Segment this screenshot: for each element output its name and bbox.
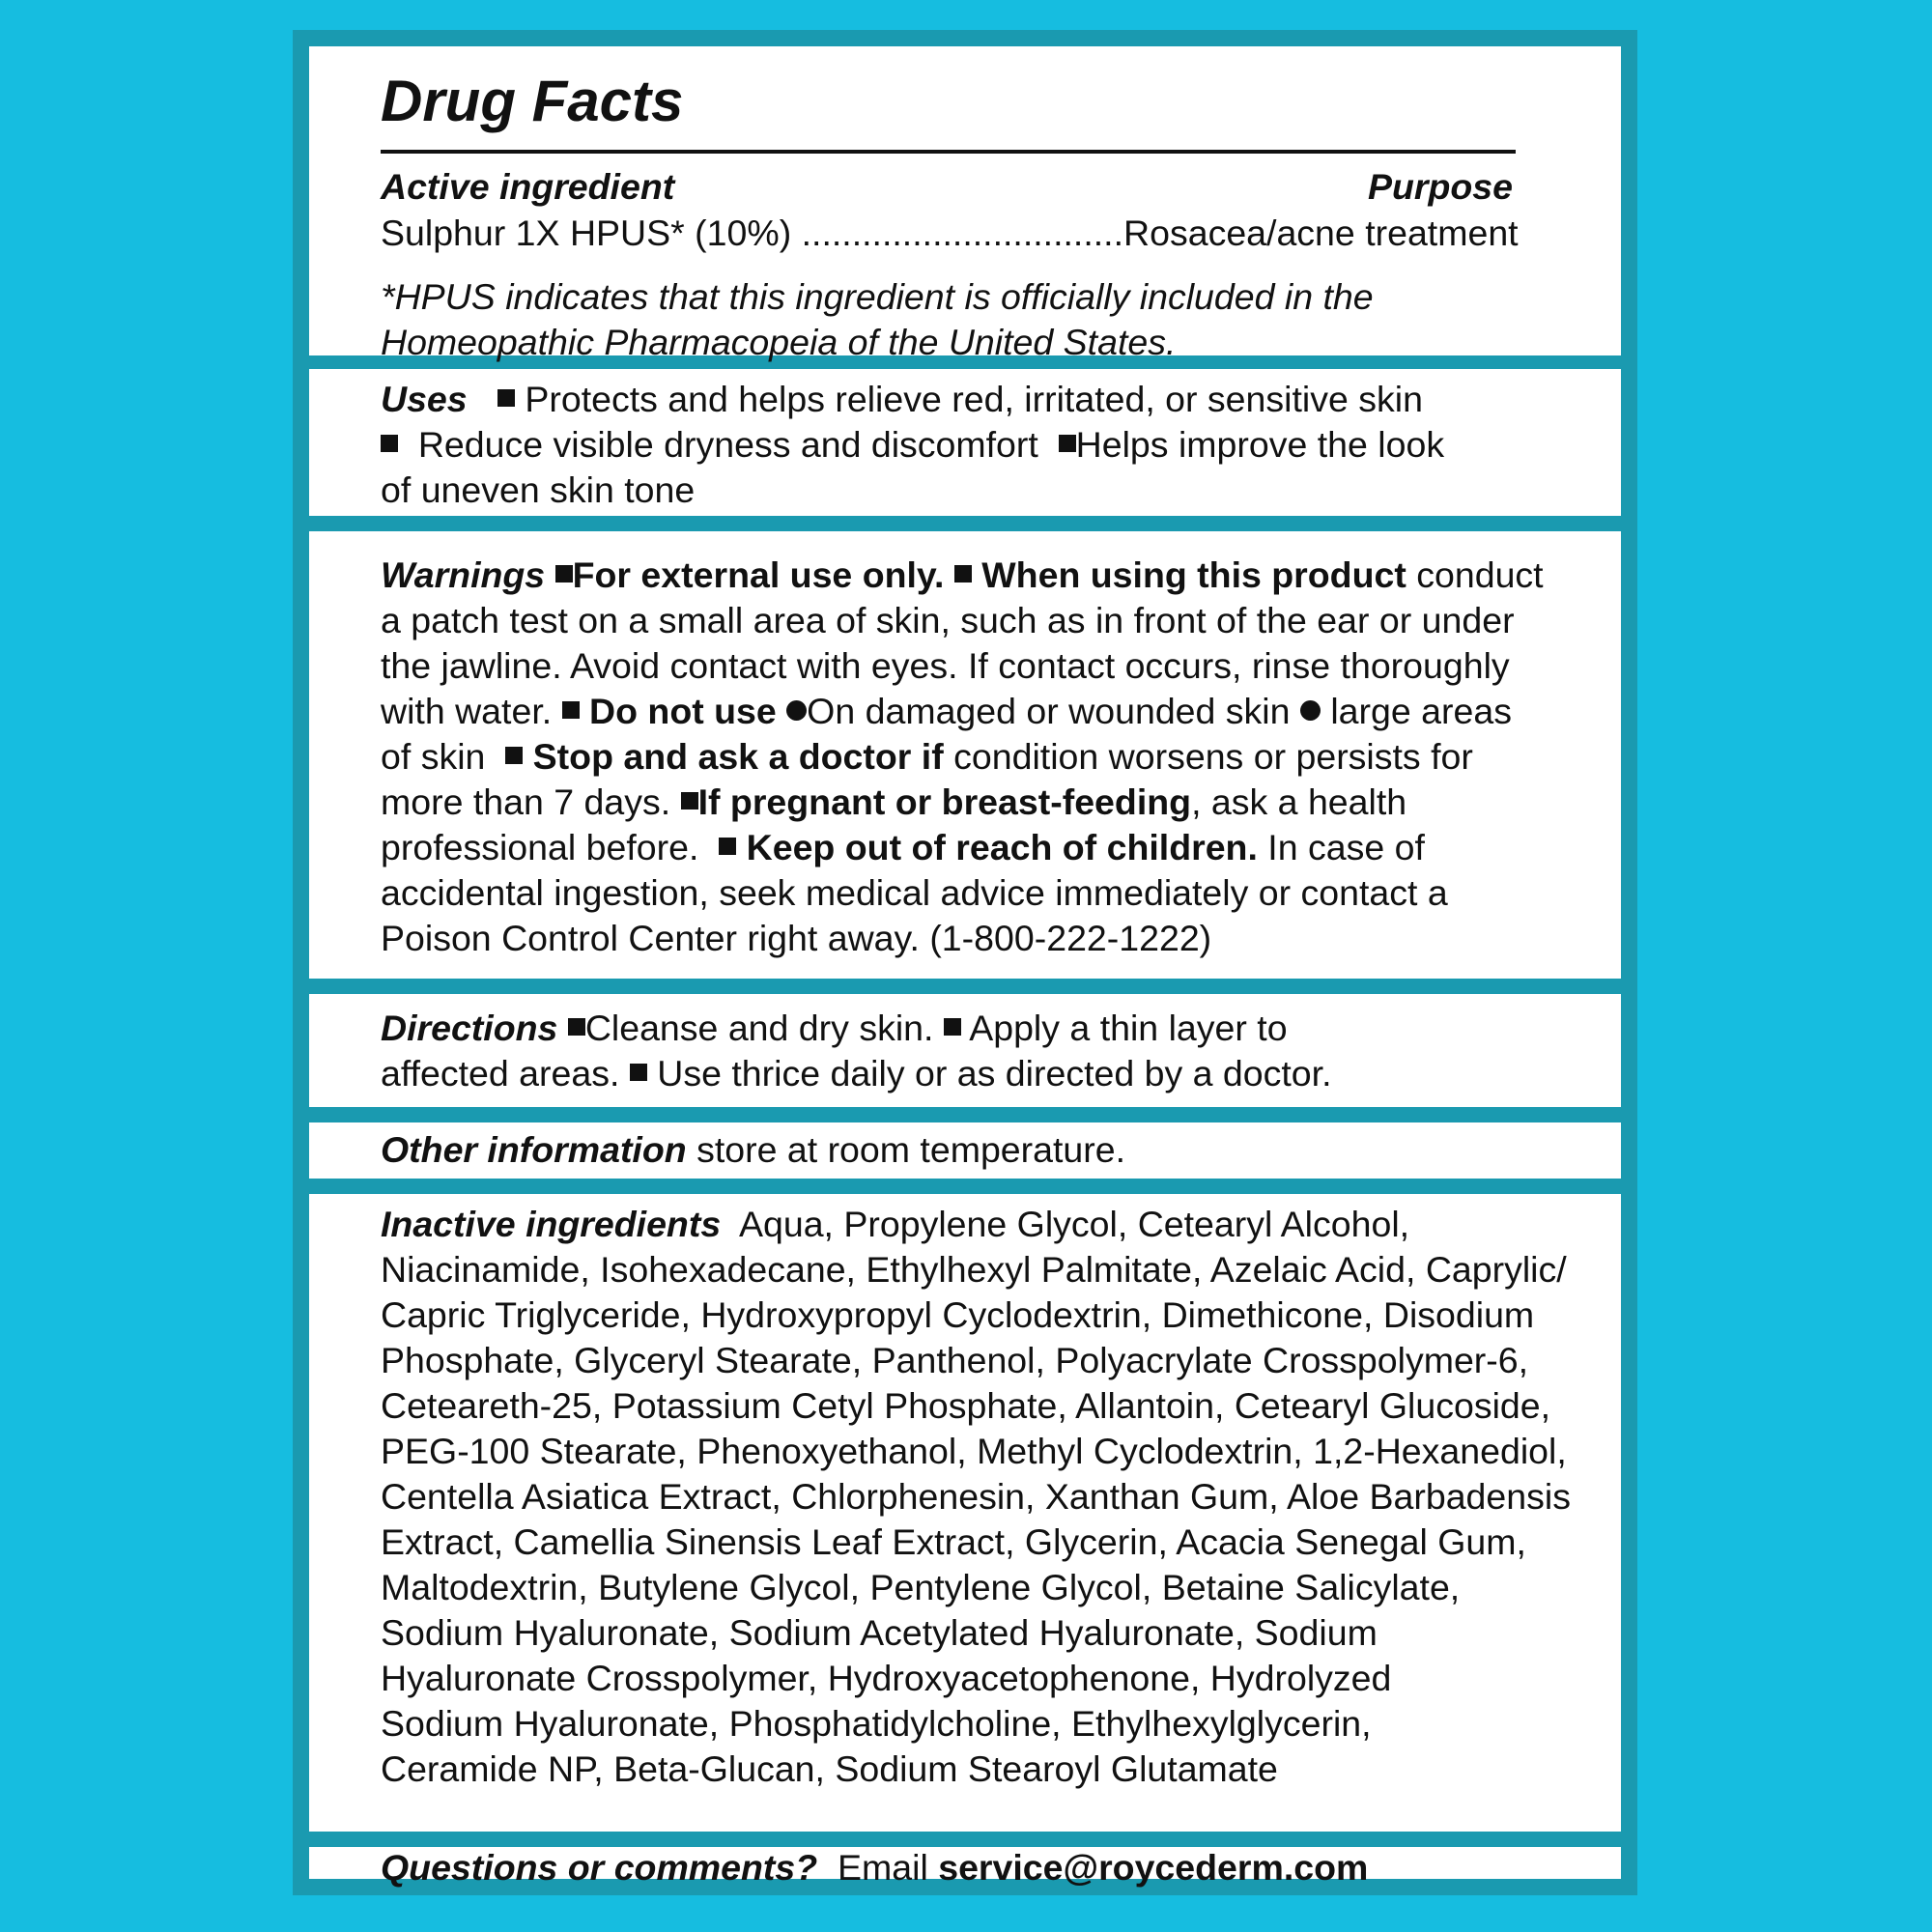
uses-item-1: Protects and helps relieve red, irritated, or sensitive skin	[525, 379, 1423, 419]
warnings-line-4	[381, 689, 1512, 735]
email-label: Email	[838, 1847, 928, 1888]
pregnant-heading: If pregnant or breast-feeding	[697, 781, 1192, 822]
inactive-line-10: Hyaluronate Crosspolymer, Hydroxyacetophenone, Hydrolyzed	[381, 1658, 1392, 1698]
uses-item-3a: Helps improve the look	[1075, 424, 1445, 465]
inactive-line-0	[381, 1202, 1409, 1248]
square-bullet-icon	[562, 701, 580, 719]
square-bullet-icon	[497, 389, 515, 407]
uses-heading: Uses	[381, 379, 468, 419]
warnings-heading: Warnings	[381, 554, 546, 595]
square-bullet-icon	[1059, 435, 1076, 452]
active-ingredient-section	[309, 46, 1621, 362]
questions-section	[309, 1847, 1621, 1888]
keep-out-of-reach-heading: Keep out of reach of children.	[746, 827, 1258, 867]
uses-item-2: Reduce visible dryness and discomfort	[417, 424, 1038, 465]
warnings-line-2: a patch test on a small area of skin, such as in front of the ear or under	[381, 600, 1515, 640]
inactive-line-4: Ceteareth-25, Potassium Cetyl Phosphate, Allantoin, Cetearyl Glucoside,	[381, 1385, 1551, 1426]
ingredient-purpose: Rosacea/acne treatment	[1123, 213, 1519, 253]
warnings-text: more than 7 days.	[381, 781, 671, 822]
round-bullet-icon	[786, 700, 807, 721]
other-information-section	[309, 1122, 1621, 1179]
uses-item-3b: of uneven skin tone	[381, 469, 696, 510]
inactive-line-11: Sodium Hyaluronate, Phosphatidylcholine, Ethylhexylglycerin,	[381, 1703, 1372, 1744]
inactive-line-2: Capric Triglyceride, Hydroxypropyl Cyclodextrin, Dimethicone, Disodium	[381, 1294, 1535, 1335]
uses-line-2	[381, 422, 1444, 469]
dot-leader: ................................	[801, 213, 1124, 253]
warnings-line-8: accidental ingestion, seek medical advice immediately or contact a	[381, 872, 1448, 913]
uses-line-1	[381, 377, 1423, 423]
square-bullet-icon	[555, 565, 573, 582]
square-bullet-icon	[505, 747, 523, 764]
warnings-section	[309, 531, 1621, 979]
inactive-line-1: Niacinamide, Isohexadecane, Ethylhexyl Palmitate, Azelaic Acid, Caprylic/	[381, 1249, 1567, 1290]
directions-line-2	[381, 1051, 1332, 1097]
active-ingredient-heading: Active ingredient	[381, 166, 675, 207]
other-information-heading: Other information	[381, 1129, 687, 1170]
directions-step: Use thrice daily or as directed by a doctor.	[657, 1053, 1332, 1094]
warnings-line-6	[381, 780, 1406, 826]
warnings-line-1	[381, 553, 1544, 599]
when-using-heading: When using this product	[981, 554, 1406, 595]
inactive-line-9: Sodium Hyaluronate, Sodium Acetylated Hyaluronate, Sodium	[381, 1612, 1378, 1653]
square-bullet-icon	[954, 565, 972, 582]
warnings-text: In case of	[1267, 827, 1425, 867]
title-rule	[381, 150, 1516, 154]
directions-step: affected areas.	[381, 1053, 620, 1094]
warnings-text: of skin	[381, 736, 486, 777]
inactive-line-8: Maltodextrin, Butylene Glycol, Pentylene Glycol, Betaine Salicylate,	[381, 1567, 1461, 1607]
directions-line-1	[381, 1006, 1288, 1052]
other-information-line	[381, 1127, 1125, 1174]
directions-step: Apply a thin layer to	[969, 1008, 1288, 1048]
uses-section	[309, 369, 1621, 516]
square-bullet-icon	[630, 1064, 647, 1081]
hpus-footnote-line-2: Homeopathic Pharmacopeia of the United States.	[381, 322, 1177, 362]
purpose-heading: Purpose	[1367, 166, 1513, 207]
ingredient-line	[381, 211, 1519, 257]
warnings-text: professional before.	[381, 827, 699, 867]
do-not-use-heading: Do not use	[589, 691, 777, 731]
questions-line	[381, 1845, 1368, 1891]
warnings-text: large areas	[1330, 691, 1512, 731]
warnings-line-7	[381, 825, 1425, 871]
inactive-line-3: Phosphate, Glyceryl Stearate, Panthenol, Polyacrylate Crosspolymer-6,	[381, 1340, 1529, 1380]
contact-email-link[interactable]: service@roycederm.com	[938, 1847, 1369, 1888]
inactive-ingredients-text: Aqua, Propylene Glycol, Cetearyl Alcohol,	[738, 1204, 1410, 1244]
round-bullet-icon	[1300, 700, 1321, 721]
external-use-warning: For external use only.	[572, 554, 945, 595]
inactive-line-12: Ceramide NP, Beta-Glucan, Sodium Stearoyl Glutamate	[381, 1748, 1278, 1789]
inactive-ingredients-heading: Inactive ingredients	[381, 1204, 722, 1244]
square-bullet-icon	[681, 792, 698, 810]
inactive-line-7: Extract, Camellia Sinensis Leaf Extract, Glycerin, Acacia Senegal Gum,	[381, 1521, 1526, 1562]
square-bullet-icon	[719, 838, 736, 855]
warnings-text: On damaged or wounded skin	[807, 691, 1291, 731]
square-bullet-icon	[381, 435, 398, 452]
inactive-line-6: Centella Asiatica Extract, Chlorphenesin, Xanthan Gum, Aloe Barbadensis	[381, 1476, 1571, 1517]
warnings-line-9: Poison Control Center right away. (1-800-222-1222)	[381, 918, 1212, 958]
hpus-footnote-line-1: *HPUS indicates that this ingredient is officially included in the	[381, 276, 1374, 317]
questions-heading: Questions or comments?	[381, 1847, 818, 1888]
directions-heading: Directions	[381, 1008, 558, 1048]
ingredient-name: Sulphur 1X HPUS* (10%)	[381, 213, 792, 253]
warnings-text: , ask a health	[1191, 781, 1407, 822]
warnings-line-3: the jawline. Avoid contact with eyes. If contact occurs, rinse thoroughly	[381, 645, 1510, 686]
warnings-text: condition worsens or persists for	[953, 736, 1473, 777]
warnings-text: with water.	[381, 691, 553, 731]
square-bullet-icon	[944, 1018, 961, 1036]
drug-facts-title: Drug Facts	[381, 69, 684, 133]
directions-section	[309, 994, 1621, 1107]
warnings-line-5	[381, 734, 1473, 781]
drug-facts-panel	[293, 30, 1637, 1895]
inactive-ingredients-section	[309, 1194, 1621, 1832]
square-bullet-icon	[568, 1018, 585, 1036]
stop-and-ask-heading: Stop and ask a doctor if	[532, 736, 944, 777]
warnings-text: conduct	[1416, 554, 1544, 595]
inactive-line-5: PEG-100 Stearate, Phenoxyethanol, Methyl Cyclodextrin, 1,2-Hexanediol,	[381, 1431, 1567, 1471]
directions-step: Cleanse and dry skin.	[584, 1008, 934, 1048]
other-information-text: store at room temperature.	[696, 1129, 1126, 1170]
